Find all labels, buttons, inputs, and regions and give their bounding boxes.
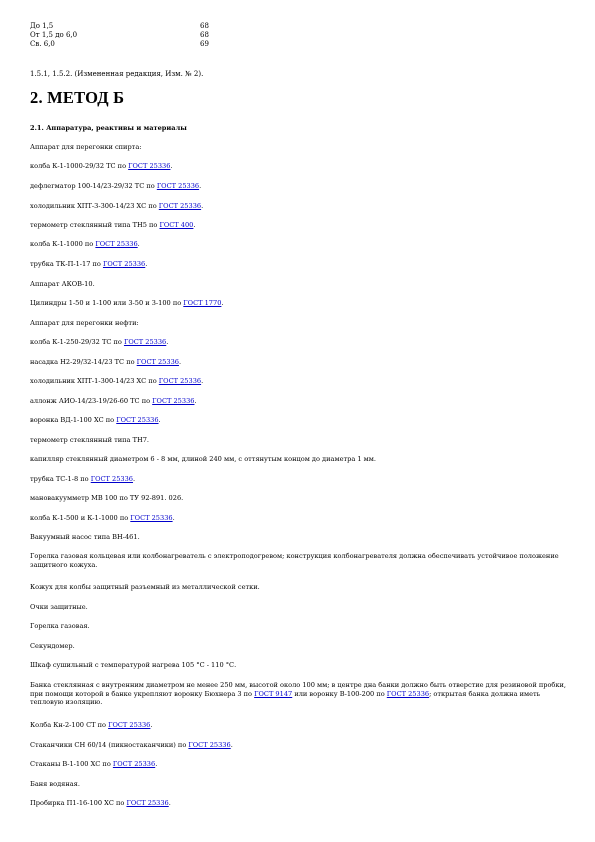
paragraph: термометр стеклянный типа ТН7.: [30, 436, 150, 444]
gost-link[interactable]: ГОСТ 25336: [128, 162, 171, 170]
paragraph: колба К-1-1000 по ГОСТ 25336.: [30, 240, 140, 248]
table-cell: 69: [200, 40, 209, 48]
table-row: [30, 31, 240, 40]
paragraph: Кожух для колбы защитный разъемный из металлической сетки.: [30, 583, 260, 591]
gost-link[interactable]: ГОСТ 25336: [112, 760, 156, 768]
gost-link[interactable]: ГОСТ 25336: [123, 338, 167, 346]
revision-note: 1.5.1, 1.5.2. (Измененная редакция, Изм. № 2).: [30, 70, 204, 78]
table-cell: От 1,5 до 6,0: [30, 31, 78, 39]
table-cell: 68: [200, 31, 209, 39]
paragraph: колба К-1-250-29/32 ТС по ГОСТ 25336.: [30, 338, 169, 346]
limits-table: [30, 22, 240, 49]
paragraph: Очки защитные.: [30, 603, 88, 611]
paragraph: аллонж АИО-14/23-19/26-60 ТС по ГОСТ 25336.: [30, 397, 197, 405]
gost-link[interactable]: ГОСТ 25336: [156, 182, 200, 190]
gost-link[interactable]: ГОСТ 25336: [90, 475, 134, 483]
paragraph: воронка ВД-1-100 ХС по ГОСТ 25336.: [30, 416, 161, 424]
gost-link[interactable]: ГОСТ 25336: [130, 514, 173, 522]
paragraph: Цилиндры 1-50 и 1-100 или 3-50 и 3-100 по ГОСТ 1770.: [30, 299, 224, 307]
paragraph: Секундомер.: [30, 642, 75, 650]
gost-link[interactable]: ГОСТ 25336: [116, 416, 159, 424]
paragraph: Стаканы В-1-100 ХС по ГОСТ 25336.: [30, 760, 158, 768]
paragraph: Вакуумный насос типа ВН-461.: [30, 533, 140, 541]
gost-link[interactable]: ГОСТ 25336: [158, 377, 202, 385]
paragraph: колба К-1-500 и К-1-1000 по ГОСТ 25336.: [30, 514, 175, 522]
paragraph: Аппарат АКОВ-10.: [30, 280, 95, 288]
gost-link[interactable]: ГОСТ 25336: [152, 397, 195, 405]
paragraph: холодильник ХПТ-1-300-14/23 ХС по ГОСТ 25336.: [30, 377, 204, 385]
table-row: [30, 22, 240, 31]
paragraph: Шкаф сушильный с температурой нагрева 105 °С - 110 °С.: [30, 661, 237, 669]
gost-link[interactable]: ГОСТ 25336: [108, 721, 151, 729]
paragraph: мановакуумметр МВ 100 по ТУ 92-891. 026.: [30, 494, 184, 502]
paragraph: холодильник ХПТ-3-300-14/23 ХС по ГОСТ 25336.: [30, 202, 204, 210]
paragraph: Колба Кн-2-100 СТ по ГОСТ 25336.: [30, 721, 153, 729]
paragraph: Горелка газовая.: [30, 622, 90, 630]
table-row: [30, 40, 240, 49]
gost-link[interactable]: ГОСТ 25336: [158, 202, 202, 210]
paragraph: Баня водяная.: [30, 780, 80, 788]
paragraph: Аппарат для перегонки спирта:: [30, 143, 142, 151]
gost-link[interactable]: ГОСТ 25336: [386, 689, 430, 698]
gost-link[interactable]: ГОСТ 25336: [95, 240, 138, 248]
paragraph: Пробирка П1-16-100 ХС по ГОСТ 25336.: [30, 799, 171, 807]
paragraph: трубка ТС-1-8 по ГОСТ 25336.: [30, 475, 136, 483]
paragraph: насадка Н2-29/32-14/23 ТС по ГОСТ 25336.: [30, 358, 182, 366]
gost-link[interactable]: ГОСТ 25336: [136, 358, 179, 366]
table-cell: До 1,5: [30, 22, 54, 30]
gost-link[interactable]: ГОСТ 1770: [183, 299, 222, 307]
paragraph: капилляр стеклянный диаметром 6 - 8 мм, длиной 240 мм, с оттянутым концом до диаметра 1 мм.: [30, 455, 377, 463]
paragraph: Банка стеклянная с внутренним диаметром не менее 250 мм, высотой около 100 мм; в центре дна банки должно быть отверстие для резиновой пробки, при помощи которой в банке укрепляют воронку Бюхнера 3 по ГОСТ 9147 или воронку В-100-200 по ГОСТ 25336; открытая банка должна иметь тепловую изоляцию.: [30, 681, 567, 706]
section-title: 2. МЕТОД Б: [30, 88, 125, 107]
paragraph: колба К-1-1000-29/32 ТС по ГОСТ 25336.: [30, 162, 173, 170]
table-cell: 68: [200, 22, 209, 30]
gost-link[interactable]: ГОСТ 9147: [254, 689, 293, 698]
table-cell: Св. 6,0: [30, 40, 55, 48]
paragraph: Аппарат для перегонки нефти:: [30, 319, 139, 327]
gost-link[interactable]: ГОСТ 25336: [188, 741, 231, 749]
gost-link[interactable]: ГОСТ 25336: [102, 260, 146, 268]
paragraph: Горелка газовая кольцевая или колбонагреватель с электроподогревом; конструкция колбонагревателя должна обеспечивать устойчивое положение защитного кожуха.: [30, 552, 559, 569]
paragraph: дефлегматор 100-14/23-29/32 ТС по ГОСТ 25336.: [30, 182, 202, 190]
gost-link[interactable]: ГОСТ 400: [159, 221, 194, 229]
subsection-title: 2.1. Аппаратура, реактивы и материалы: [30, 124, 187, 132]
gost-link[interactable]: ГОСТ 25336: [126, 799, 169, 807]
paragraph: Стаканчики СН 60/14 (пикностаканчики) по ГОСТ 25336.: [30, 741, 233, 749]
paragraph: термометр стеклянный типа ТН5 по ГОСТ 400.: [30, 221, 196, 229]
paragraph: трубка ТК-П-1-17 по ГОСТ 25336.: [30, 260, 148, 268]
